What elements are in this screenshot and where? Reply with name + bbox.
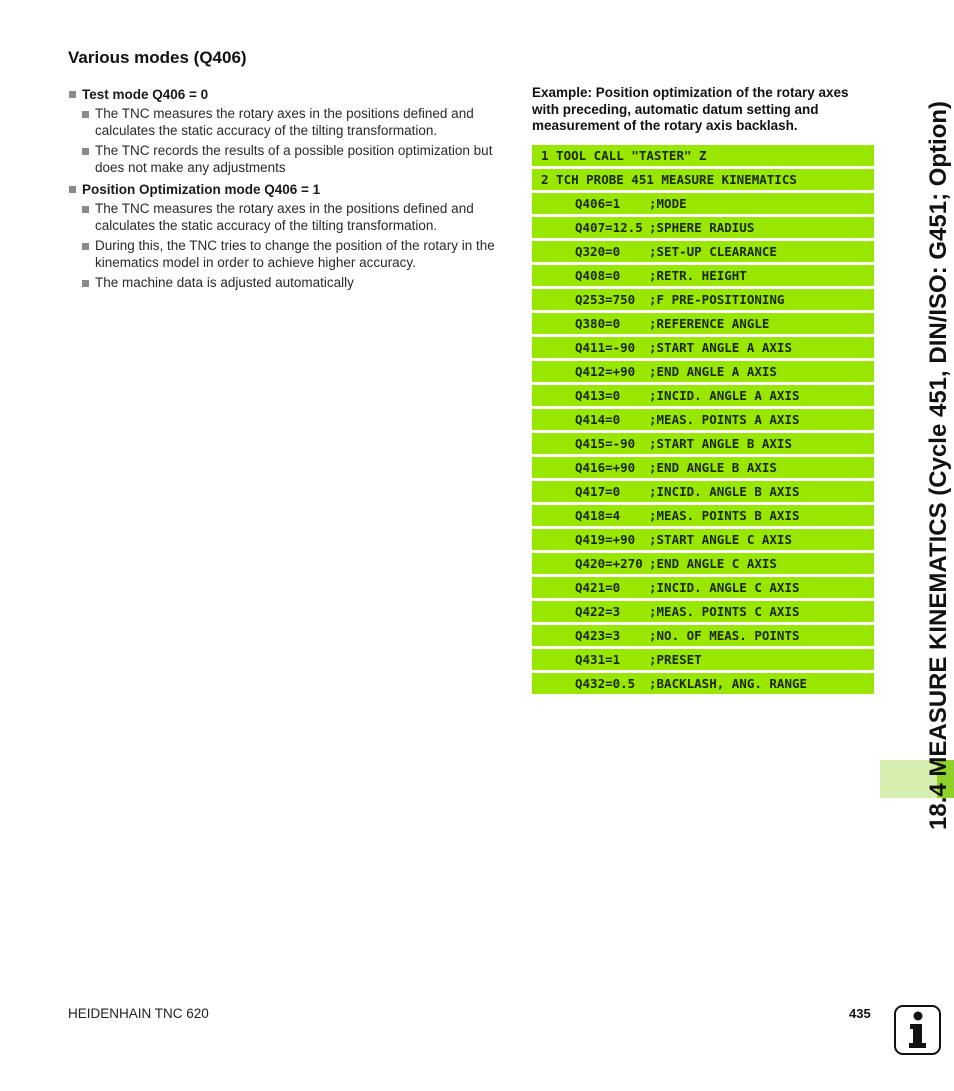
mode-heading xyxy=(68,86,508,103)
param-value: Q413=0 xyxy=(575,388,621,403)
list-item xyxy=(82,143,508,176)
bullet-square-icon xyxy=(82,206,89,213)
param-comment: ;MEAS. POINTS B AXIS xyxy=(649,508,800,523)
code-line xyxy=(532,481,874,502)
code-line xyxy=(532,577,874,598)
param-value: Q415=-90 xyxy=(575,436,636,451)
param-value: Q421=0 xyxy=(575,580,621,595)
nc-program-listing xyxy=(532,145,874,697)
bullet-square-icon xyxy=(82,243,89,250)
example-caption: Example: Position optimization of the rotary axes with preceding, automatic datum setting and measurement of the rotary axis backlash. xyxy=(532,85,849,133)
code-line xyxy=(532,313,874,334)
param-value: Q422=3 xyxy=(575,604,621,619)
param-comment: ;END ANGLE B AXIS xyxy=(649,460,777,475)
param-value: Q431=1 xyxy=(575,652,621,667)
param-comment: ;INCID. ANGLE C AXIS xyxy=(649,580,800,595)
modes-list xyxy=(68,86,508,297)
code-line xyxy=(532,505,874,526)
code-line xyxy=(532,457,874,478)
param-comment: ;MEAS. POINTS C AXIS xyxy=(649,604,800,619)
param-value: Q253=750 xyxy=(575,292,636,307)
param-comment: ;SET-UP CLEARANCE xyxy=(649,244,777,259)
bullet-square-icon xyxy=(82,111,89,118)
code-line xyxy=(532,193,874,214)
param-value: Q408=0 xyxy=(575,268,621,283)
list-item-text: The TNC measures the rotary axes in the positions defined and calculates the static accuracy of the tilting transformation. xyxy=(95,106,474,138)
bullet-square-icon xyxy=(82,280,89,287)
param-comment: ;F PRE-POSITIONING xyxy=(649,292,785,307)
param-value: Q419=+90 xyxy=(575,532,636,547)
param-value: Q420=+270 xyxy=(575,556,643,571)
list-item-text: The machine data is adjusted automatically xyxy=(95,275,354,290)
param-value: Q414=0 xyxy=(575,412,621,427)
section-title: Various modes (Q406) xyxy=(68,48,247,67)
param-value: Q320=0 xyxy=(575,244,621,259)
bullet-square-icon xyxy=(69,186,76,193)
mode-heading-text: Position Optimization mode Q406 = 1 xyxy=(82,182,321,197)
page-number: 435 xyxy=(849,1006,871,1021)
list-item xyxy=(82,106,508,139)
info-glyph xyxy=(896,1007,939,1053)
code-line xyxy=(532,265,874,286)
code-line xyxy=(532,409,874,430)
param-comment: ;START ANGLE A AXIS xyxy=(649,340,792,355)
param-value: Q411=-90 xyxy=(575,340,636,355)
code-line xyxy=(532,529,874,550)
param-comment: ;START ANGLE C AXIS xyxy=(649,532,792,547)
list-item xyxy=(82,275,508,292)
param-value: Q418=4 xyxy=(575,508,621,523)
code-line xyxy=(532,217,874,238)
param-value: Q407=12.5 xyxy=(575,220,643,235)
code-line xyxy=(532,385,874,406)
param-comment: ;MEAS. POINTS A AXIS xyxy=(649,412,800,427)
param-value: Q380=0 xyxy=(575,316,621,331)
param-comment: ;END ANGLE C AXIS xyxy=(649,556,777,571)
code-line: 2 TCH PROBE 451 MEASURE KINEMATICS xyxy=(532,169,874,190)
param-value: Q416=+90 xyxy=(575,460,636,475)
bullet-square-icon xyxy=(69,91,76,98)
code-line xyxy=(532,361,874,382)
code-line xyxy=(532,601,874,622)
code-line xyxy=(532,433,874,454)
mode-block-optimization xyxy=(68,181,508,292)
code-line xyxy=(532,553,874,574)
list-item xyxy=(82,238,508,271)
code-line xyxy=(532,625,874,646)
param-value: Q417=0 xyxy=(575,484,621,499)
code-line xyxy=(532,673,874,694)
list-item-text: The TNC measures the rotary axes in the positions defined and calculates the static accuracy of the tilting transformation. xyxy=(95,201,474,233)
mode-heading-text: Test mode Q406 = 0 xyxy=(82,87,209,102)
list-item xyxy=(82,201,508,234)
list-item-text: During this, the TNC tries to change the position of the rotary in the kinematics model in order to achieve higher accuracy. xyxy=(95,238,495,270)
info-icon xyxy=(894,1005,941,1055)
param-comment: ;BACKLASH, ANG. RANGE xyxy=(649,676,808,691)
param-value: Q423=3 xyxy=(575,628,621,643)
param-comment: ;END ANGLE A AXIS xyxy=(649,364,777,379)
code-line xyxy=(532,649,874,670)
param-comment: ;INCID. ANGLE A AXIS xyxy=(649,388,800,403)
list-item-text: The TNC records the results of a possible position optimization but does not make any adjustments xyxy=(95,143,493,175)
mode-heading xyxy=(68,181,508,198)
param-comment: ;INCID. ANGLE B AXIS xyxy=(649,484,800,499)
side-title-container xyxy=(894,30,952,830)
mode-block-test xyxy=(68,86,508,176)
bullet-square-icon xyxy=(82,148,89,155)
param-comment: ;START ANGLE B AXIS xyxy=(649,436,792,451)
param-comment: ;PRESET xyxy=(649,652,702,667)
param-comment: ;NO. OF MEAS. POINTS xyxy=(649,628,800,643)
code-line: 1 TOOL CALL "TASTER" Z xyxy=(532,145,874,166)
param-value: Q412=+90 xyxy=(575,364,636,379)
param-comment: ;SPHERE RADIUS xyxy=(649,220,755,235)
param-comment: ;RETR. HEIGHT xyxy=(649,268,747,283)
chapter-side-title: 18.4 MEASURE KINEMATICS (Cycle 451, DIN/ISO: G451; Option) xyxy=(925,100,952,830)
param-value: Q406=1 xyxy=(575,196,621,211)
code-line xyxy=(532,289,874,310)
footer-product: HEIDENHAIN TNC 620 xyxy=(68,1006,209,1021)
param-comment: ;MODE xyxy=(649,196,687,211)
param-value: Q432=0.5 xyxy=(575,676,636,691)
code-line xyxy=(532,241,874,262)
code-line xyxy=(532,337,874,358)
param-comment: ;REFERENCE ANGLE xyxy=(649,316,770,331)
